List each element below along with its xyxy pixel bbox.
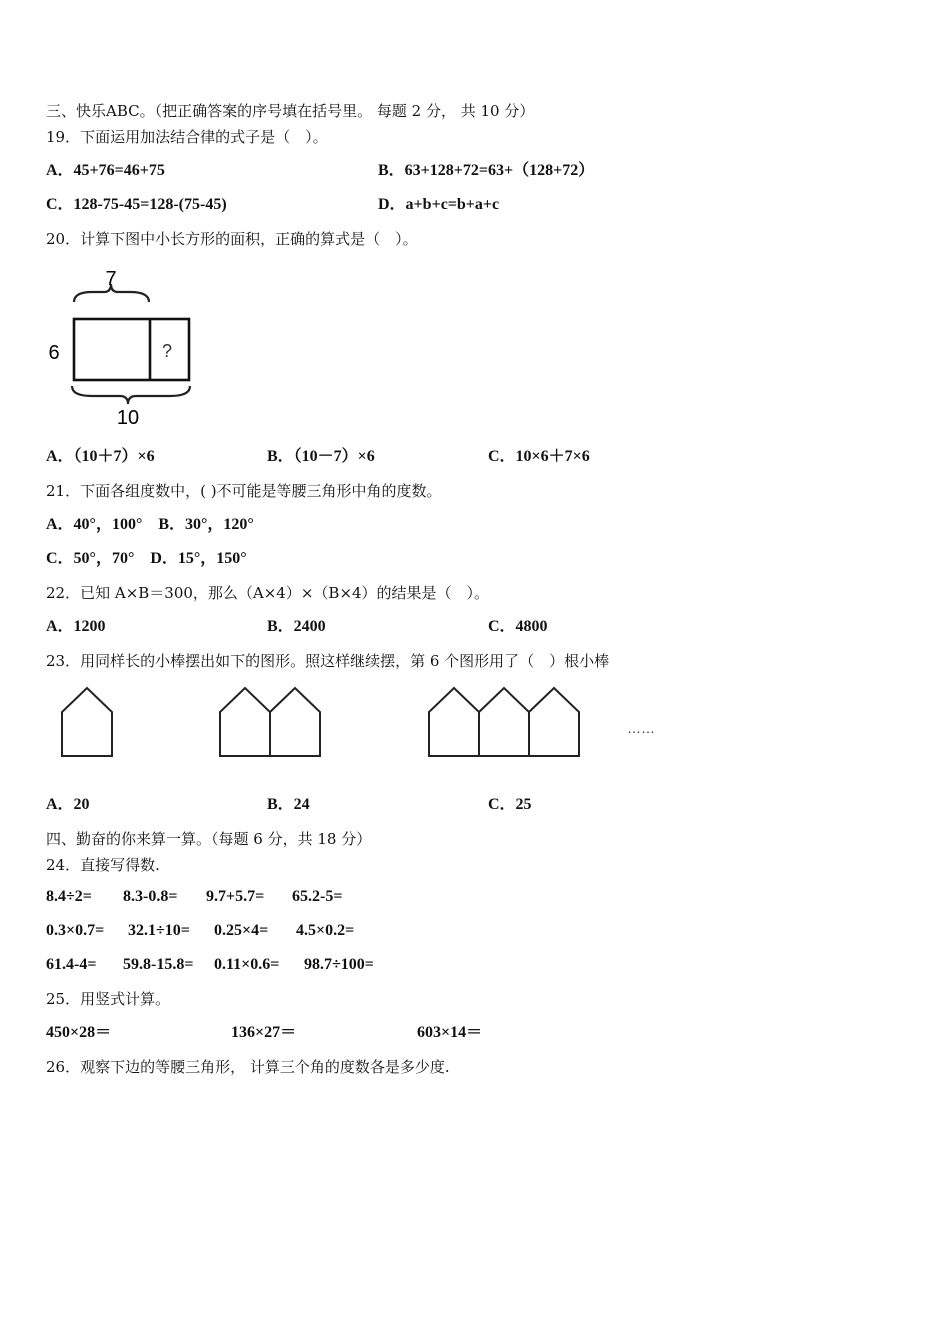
- house-2-1: [220, 688, 270, 756]
- q24-item: 8.4÷2=: [46, 888, 92, 905]
- q24-item: 65.2-5=: [292, 888, 343, 905]
- q24-item: 0.11×0.6=: [214, 956, 280, 973]
- pattern-1: [62, 688, 112, 756]
- q19-stem: 19．下面运用加法结合律的式子是（ ）。: [46, 128, 328, 146]
- q24-item: 61.4-4=: [46, 956, 97, 973]
- q24-item: 32.1÷10=: [128, 922, 190, 939]
- q20-stem: 20．计算下图中小长方形的面积，正确的算式是（ ）。: [46, 230, 418, 248]
- unknown-mark: ?: [161, 341, 173, 361]
- q24-item: 59.8-15.8=: [123, 956, 194, 973]
- rectangle-figure: [40, 262, 200, 432]
- bottom-brace: [72, 386, 190, 404]
- q21-options-row-2: C．50°，70° D．15°，150°: [46, 550, 247, 567]
- q19-option-a: A．45+76=46+75: [46, 162, 165, 179]
- left-length-label: 6: [48, 342, 60, 364]
- q22-option-a: A．1200: [46, 618, 106, 635]
- q25-item: 136×27＝: [231, 1024, 297, 1041]
- q23-stem: 23．用同样长的小棒摆出如下的图形。照这样继续摆，第 6 个图形用了（ ）根小棒: [46, 652, 610, 670]
- pattern-2: [220, 688, 320, 756]
- q23-option-b: B．24: [267, 796, 310, 813]
- q22-option-b: B．2400: [267, 618, 326, 635]
- top-length-label: 7: [105, 268, 117, 290]
- q22-stem: 22．已知 A×B＝300，那么（A×4）×（B×4）的结果是（ ）。: [46, 584, 490, 602]
- q20-option-b: B．（10－7）×6: [267, 448, 375, 465]
- pattern-3: [429, 688, 579, 756]
- top-brace: [74, 284, 149, 302]
- house-2-2: [270, 688, 320, 756]
- house-3-2: [479, 688, 529, 756]
- q24-item: 8.3-0.8=: [123, 888, 178, 905]
- house-3-1: [429, 688, 479, 756]
- q25-item: 450×28＝: [46, 1024, 112, 1041]
- q25-stem: 25．用竖式计算。: [46, 990, 171, 1008]
- q19-option-c: C．128-75-45=128-(75-45): [46, 196, 227, 213]
- q24-item: 9.7+5.7=: [206, 888, 265, 905]
- stick-houses-figure: [50, 682, 670, 766]
- q19-option-d: D．a+b+c=b+a+c: [378, 196, 500, 213]
- q23-option-a: A．20: [46, 796, 90, 813]
- house-1-1: [62, 688, 112, 756]
- q24-item: 98.7÷100=: [304, 956, 374, 973]
- q26-stem: 26．观察下边的等腰三角形， 计算三个角的度数各是多少度.: [46, 1058, 450, 1076]
- q24-item: 0.3×0.7=: [46, 922, 105, 939]
- house-3-3: [529, 688, 579, 756]
- section-3-title: 三、快乐ABC。（把正确答案的序号填在括号里。 每题 2 分， 共 10 分）: [46, 102, 535, 120]
- section-4-title: 四、勤奋的你来算一算。（每题 6 分，共 18 分）: [46, 830, 372, 848]
- bottom-length-label: 10: [116, 407, 140, 429]
- q24-stem: 24．直接写得数.: [46, 856, 160, 874]
- q25-item: 603×14＝: [417, 1024, 483, 1041]
- q21-stem: 21．下面各组度数中，( )不可能是等腰三角形中角的度数。: [46, 482, 442, 500]
- continuation-dots: ……: [627, 720, 655, 736]
- q24-item: 4.5×0.2=: [296, 922, 355, 939]
- q20-option-c: C．10×6＋7×6: [488, 448, 590, 465]
- q20-option-a: A．（10＋7）×6: [46, 448, 155, 465]
- q19-option-b: B．63+128+72=63+（128+72）: [378, 162, 595, 179]
- q24-item: 0.25×4=: [214, 922, 269, 939]
- q21-options-row-1: A．40°，100° B．30°，120°: [46, 516, 254, 533]
- q23-option-c: C．25: [488, 796, 532, 813]
- q22-option-c: C．4800: [488, 618, 548, 635]
